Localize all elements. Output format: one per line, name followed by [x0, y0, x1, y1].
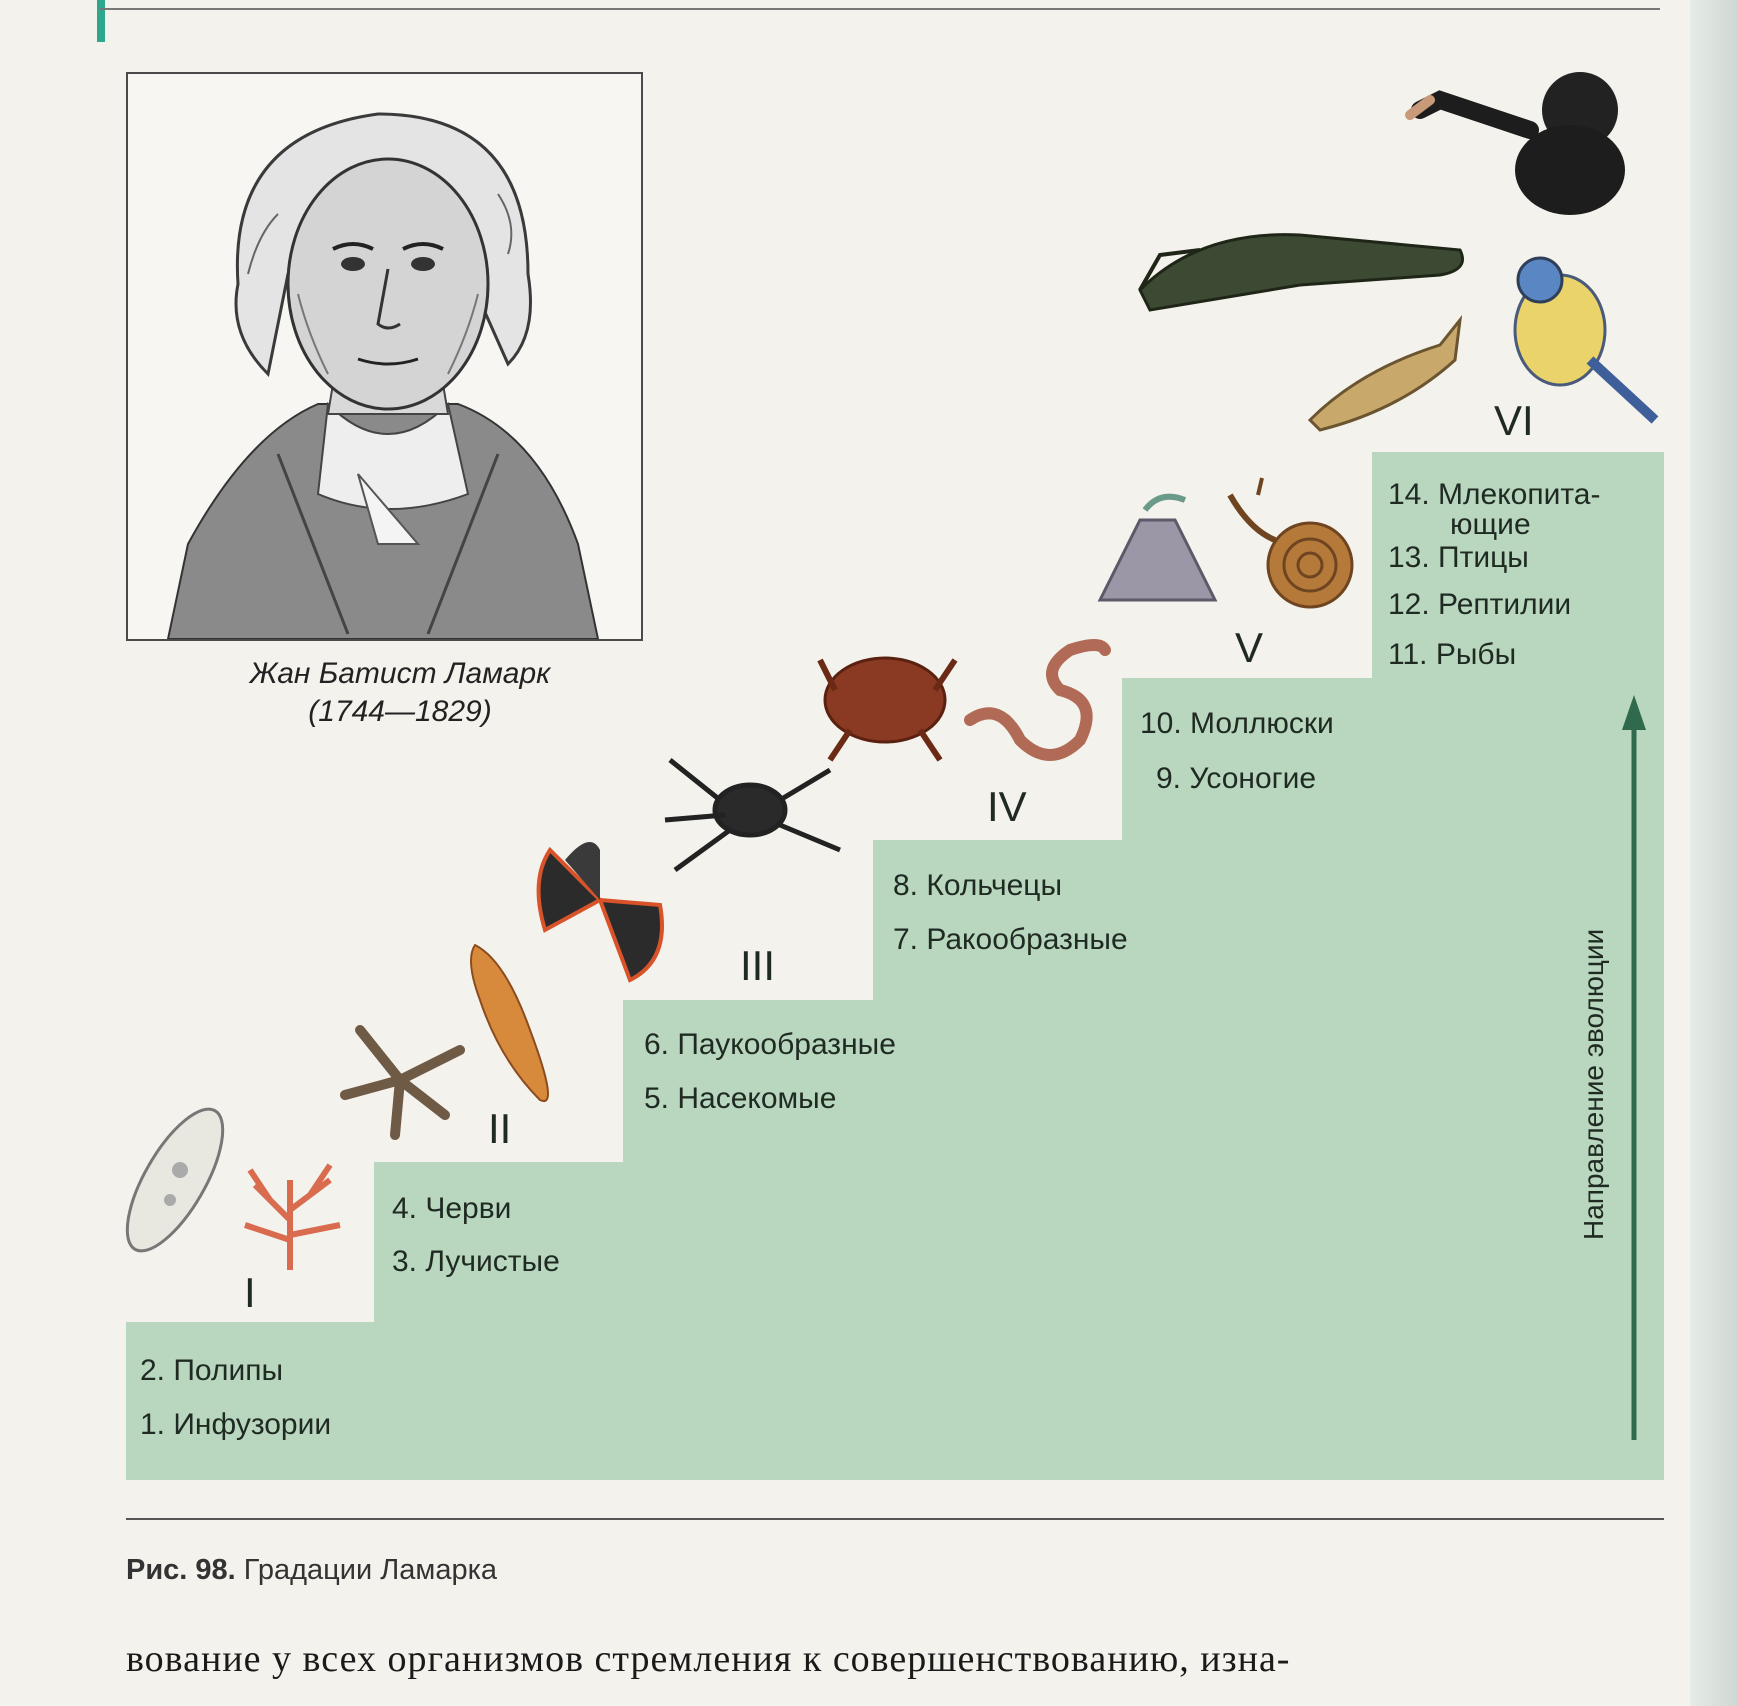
blue-tit-bird-icon — [1515, 258, 1655, 420]
starfish-icon — [345, 1030, 460, 1135]
label-worms: 4. Черви — [392, 1192, 512, 1225]
evolution-direction-label: Направление эволюции — [1578, 928, 1609, 1240]
polyp-coral-icon — [245, 1165, 340, 1270]
label-reptiles: 12. Рептилии — [1388, 588, 1572, 621]
label-annelids: 8. Кольчецы — [893, 869, 1063, 902]
label-crustaceans: 7. Ракообразные — [893, 923, 1128, 956]
label-insects: 5. Насекомые — [644, 1082, 837, 1115]
label-barnacles: 9. Усоногие — [1156, 762, 1317, 795]
barnacle-icon — [1100, 497, 1215, 600]
figure-title: Градации Ламарка — [235, 1554, 498, 1586]
label-mammals-cont: ющие — [1450, 508, 1531, 541]
butterfly-icon — [539, 842, 662, 980]
caption-rule — [126, 1518, 1664, 1520]
figure-caption — [126, 1554, 497, 1587]
earthworm-icon — [970, 645, 1105, 755]
fish-icon — [1310, 320, 1460, 430]
chimpanzee-icon — [1410, 72, 1625, 215]
label-mammals: 14. Млекопита- — [1388, 478, 1601, 511]
spider-icon — [665, 760, 840, 870]
crab-icon — [820, 658, 955, 760]
label-infusoria: 1. Инфузории — [140, 1408, 332, 1441]
portrait-years: (1744—1829) — [308, 695, 492, 728]
label-arachnids: 6. Паукообразные — [644, 1028, 896, 1061]
roman-numeral-v: V — [1235, 624, 1264, 671]
label-polyps: 2. Полипы — [140, 1354, 284, 1387]
roman-numeral-ii: II — [488, 1105, 512, 1152]
body-paragraph: вование у всех организмов стремления к совершенствованию, изна- — [126, 1638, 1291, 1680]
flatworm-icon — [471, 945, 548, 1101]
roman-numeral-iii: III — [740, 942, 776, 989]
page-edge — [1690, 0, 1737, 1706]
roman-numeral-i: I — [244, 1269, 256, 1316]
label-fish: 11. Рыбы — [1388, 638, 1517, 671]
roman-numeral-iv: IV — [987, 783, 1027, 830]
crocodile-icon — [1140, 235, 1463, 310]
roman-numeral-vi: VI — [1494, 397, 1534, 444]
infusoria-icon — [109, 1096, 241, 1265]
portrait-name: Жан Батист Ламарк — [249, 657, 551, 690]
label-radiata: 3. Лучистые — [392, 1245, 560, 1278]
label-molluscs: 10. Моллюски — [1140, 707, 1334, 740]
snail-icon — [1230, 478, 1352, 607]
label-birds: 13. Птицы — [1388, 541, 1529, 574]
figure-number: Рис. 98. — [126, 1554, 236, 1586]
